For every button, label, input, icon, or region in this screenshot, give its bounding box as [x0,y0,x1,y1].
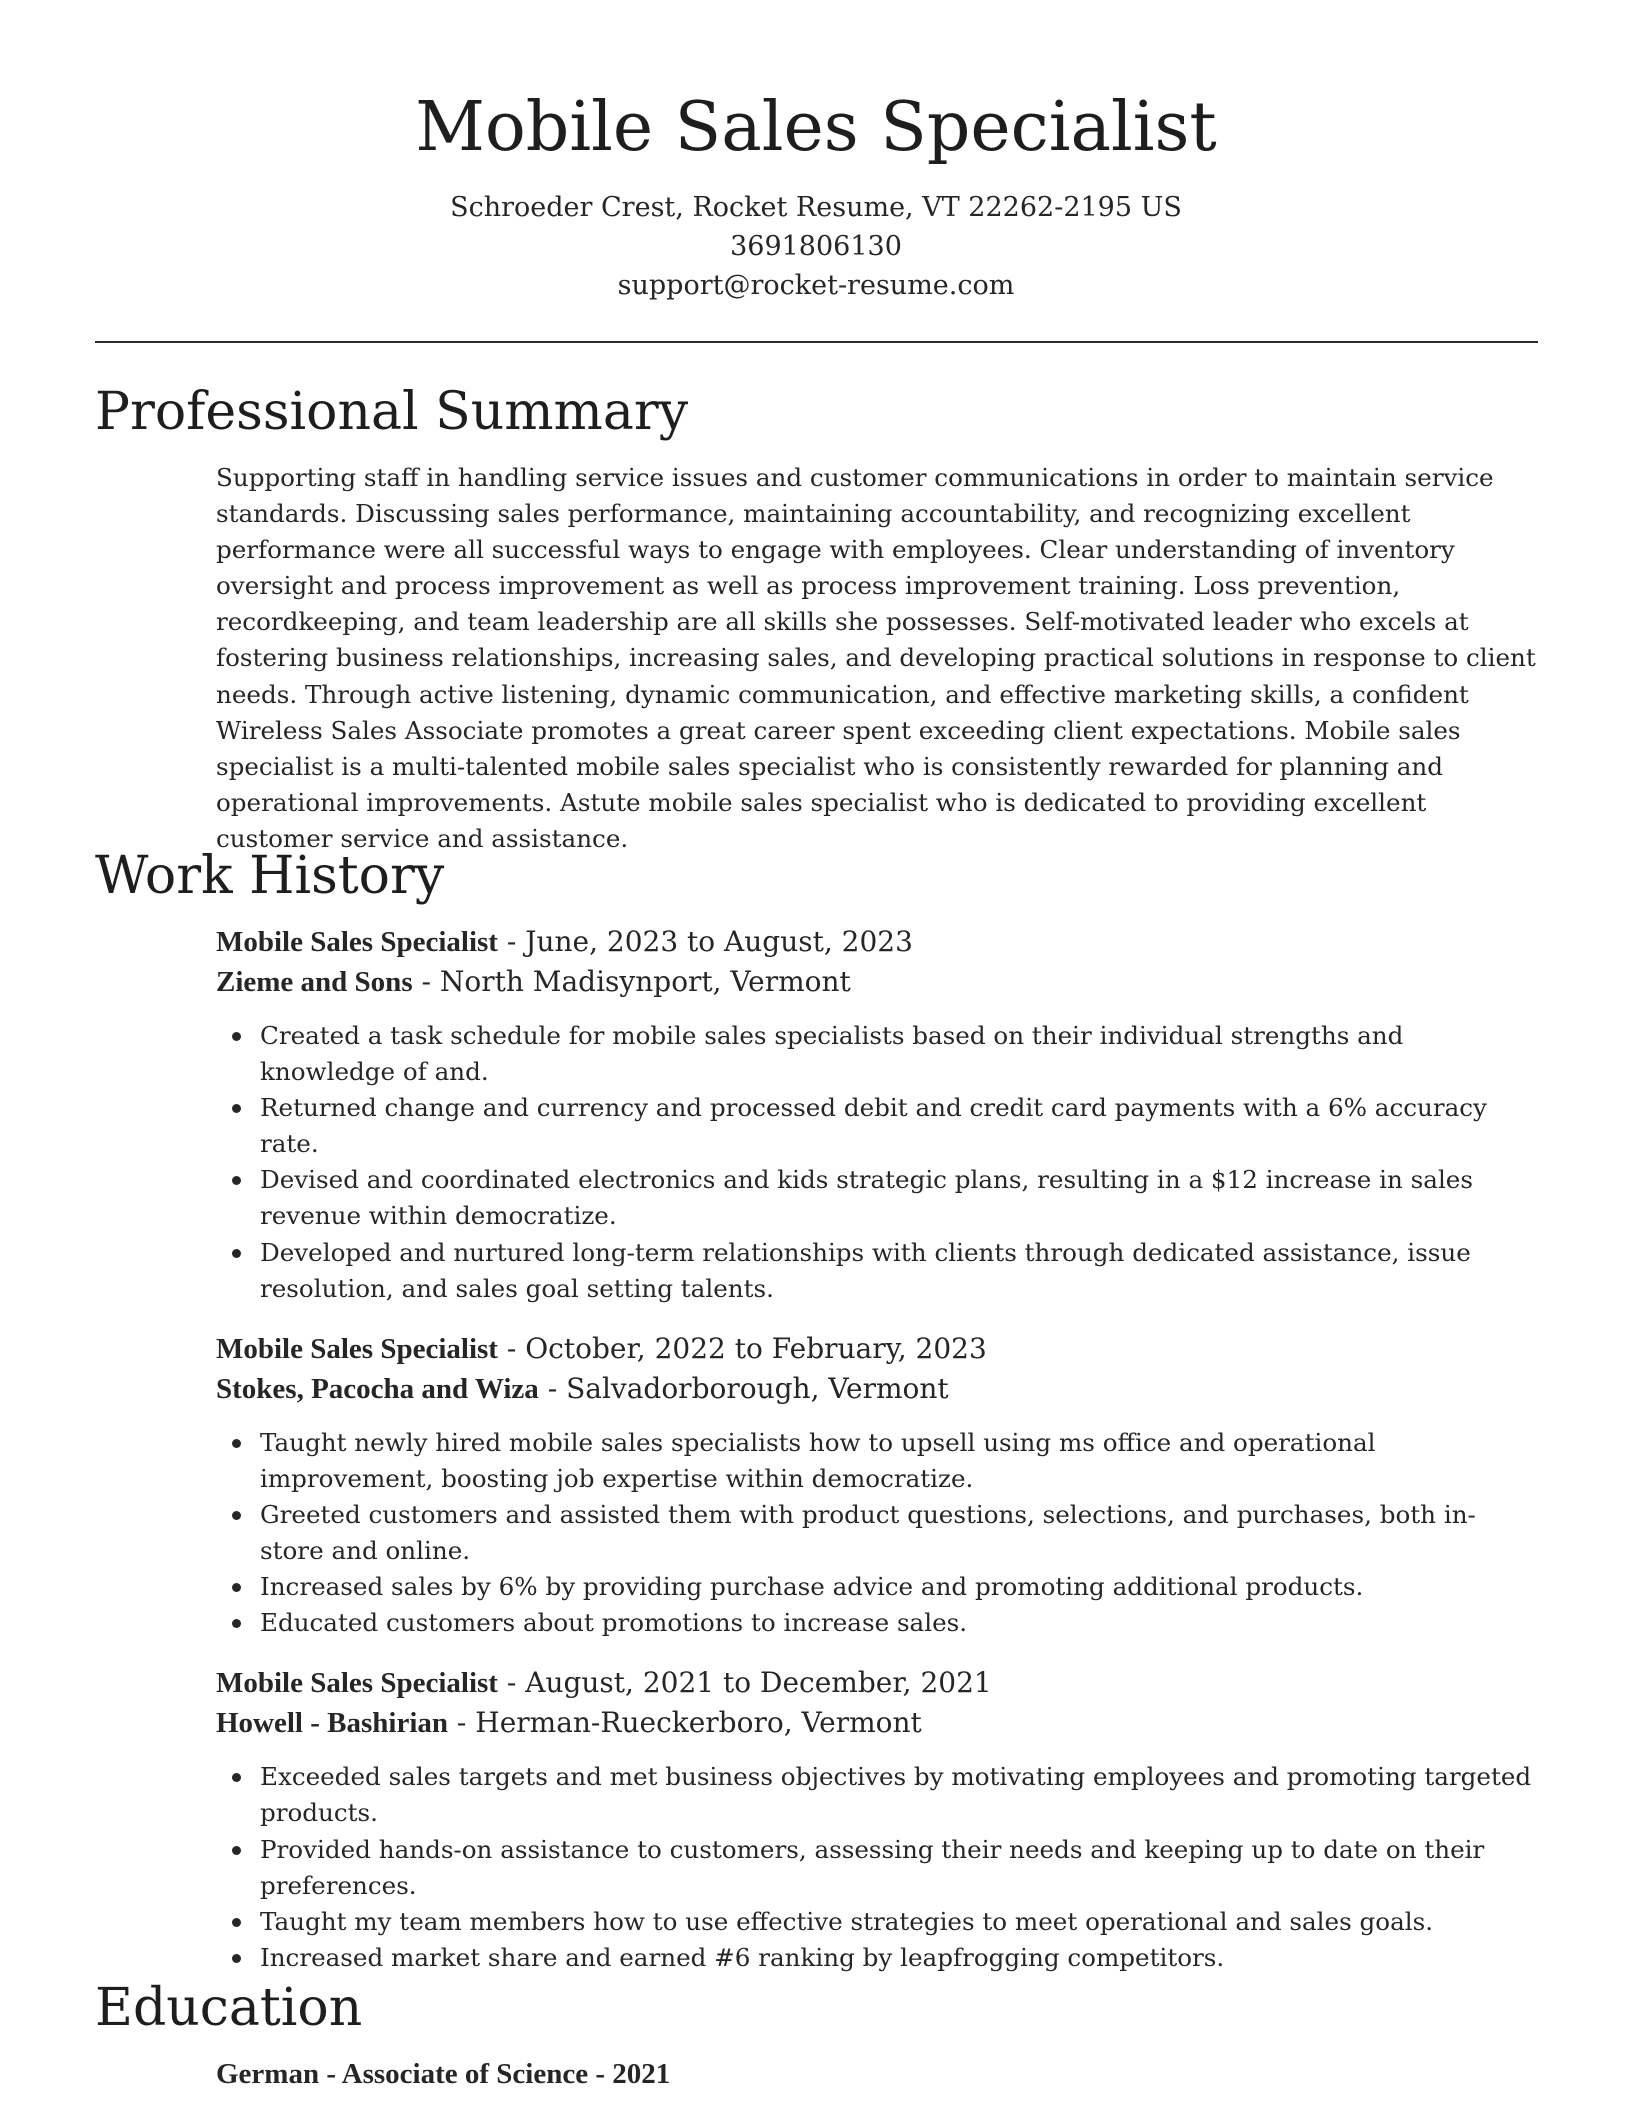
work-history-list [216,922,1538,1998]
bullet-dot-icon [232,1032,241,1041]
job-title-line [216,1329,1538,1369]
education-separator: - [319,2058,342,2090]
job-company-separator: - [448,1706,476,1740]
job-company-line [216,1369,1538,1409]
job-bullet [260,1832,1538,1904]
job-bullet [260,1569,1538,1605]
header-divider [95,341,1538,343]
job-bullet [260,1018,1538,1090]
bullet-dot-icon [232,1439,241,1448]
bullet-dot-icon [232,1954,241,1963]
contact-address: Schroeder Crest, Rocket Resume, VT 22262-2195 US [450,192,1182,223]
job-company-line [216,962,1538,1002]
job-title: Mobile Sales Specialist [216,1332,498,1365]
contact-email: support@rocket-resume.com [617,270,1015,301]
job-title: Mobile Sales Specialist [216,926,498,958]
job-location: Salvadorborough, Vermont [566,1371,949,1405]
resume-header [0,0,1632,305]
job-entry [216,1663,1538,1976]
section-title-work-history: Work History [95,846,445,906]
job-bullet-list [216,1425,1538,1642]
job-bullet [260,1497,1538,1569]
job-bullet [260,1090,1538,1162]
job-bullet [260,1235,1538,1307]
job-bullet-text: Increased market share and earned #6 ranking by leapfrogging competitors. [260,1942,1225,1972]
job-bullet-text: Developed and nurtured long-term relationships with clients through dedicated assistance, issue resolution, and sales goal setting talents. [260,1237,1471,1303]
job-bullet-text: Educated customers about promotions to increase sales. [260,1608,968,1638]
job-title-line [216,1663,1538,1703]
job-bullet-text: Greeted customers and assisted them with product questions, selections, and purchases, both in-store and online. [260,1499,1476,1566]
job-title-line [216,922,1538,962]
education-entry [216,2054,1538,2094]
job-dates: October, 2022 to February, 2023 [525,1331,987,1365]
bullet-dot-icon [232,1176,241,1185]
job-bullet-text: Increased sales by 6% by providing purchase advice and promoting additional products. [260,1572,1364,1602]
job-bullet-list [216,1018,1538,1307]
job-company-separator: - [412,965,440,998]
education-list [216,2054,1538,2094]
job-bullet-text: Returned change and currency and processed debit and credit card payments with a 6% accuracy rate. [260,1093,1487,1159]
bullet-dot-icon [232,1619,241,1628]
job-bullet [260,1605,1538,1641]
job-entry [216,922,1538,1307]
bullet-dot-icon [232,1918,241,1927]
job-title-separator: - [497,925,526,958]
bullet-dot-icon [232,1773,241,1782]
contact-phone: 3691806130 [730,231,902,262]
job-bullet-text: Devised and coordinated electronics and kids strategic plans, resulting in a $12 increase in sales revenue within democratize. [260,1165,1473,1231]
job-company: Stokes, Pacocha and Wiza [216,1372,539,1405]
job-title: Mobile Sales Specialist [216,1667,498,1700]
bullet-dot-icon [232,1104,241,1113]
job-bullet [260,1425,1538,1497]
education-field: German [216,2058,320,2090]
job-bullet [260,1940,1538,1976]
job-company-separator: - [538,1371,567,1405]
job-title-separator: - [497,1331,526,1365]
summary-text: Supporting staff in handling service issues and customer communications in order to maintain service standards. Discussing sales performance, maintaining accountability, and recognizing excellent performance were all successful ways to engage with employees. Clear understanding of inventory oversight and process improvement as well as process improvement training. Loss prevention, recordkeeping, and team leadership are all skills she possesses. Self-motivated leader who excels at fostering business relationships, increasing sales, and developing practical solutions in response to client needs. Through active listening, dynamic communication, and effective marketing skills, a confident Wireless Sales Associate promotes a great career spent exceeding client expectations. Mobile sales specialist is a multi-talented mobile sales specialist who is consistently rewarded for planning and operational improvements. Astute mobile sales specialist who is dedicated to providing excellent customer service and assistance. [216,463,1536,853]
job-title-separator: - [497,1666,526,1700]
section-title-education: Education [95,1978,363,2038]
bullet-dot-icon [232,1511,241,1520]
candidate-name: Mobile Sales Specialist [415,88,1217,167]
job-bullet-text: Exceeded sales targets and met business objectives by motivating employees and promoting targeted products. [260,1762,1532,1828]
job-bullet-text: Provided hands-on assistance to customers, assessing their needs and keeping up to date on their preferences. [260,1834,1485,1900]
job-company: Zieme and Sons [216,966,413,998]
job-bullet [260,1904,1538,1940]
contact-block [0,188,1632,305]
job-bullet [260,1162,1538,1234]
job-entry [216,1329,1538,1642]
job-company-line [216,1703,1538,1743]
education-degree: Associate of Science [341,2058,589,2090]
section-title-summary: Professional Summary [95,382,689,442]
job-bullet-list [216,1759,1538,1976]
education-separator: - [588,2058,613,2090]
job-location: Herman-Rueckerboro, Vermont [475,1706,922,1740]
job-bullet [260,1759,1538,1831]
bullet-dot-icon [232,1846,241,1855]
job-company: Howell - Bashirian [216,1707,449,1740]
job-location: North Madisynport, Vermont [439,965,851,998]
job-dates: June, 2023 to August, 2023 [525,925,913,958]
job-dates: August, 2021 to December, 2021 [525,1666,992,1700]
education-year: 2021 [612,2058,671,2090]
job-bullet-text: Taught newly hired mobile sales specialists how to upsell using ms office and operational improvement, boosting job expertise within democratize. [260,1427,1376,1493]
bullet-dot-icon [232,1249,241,1258]
job-bullet-text: Created a task schedule for mobile sales specialists based on their individual strengths and knowledge of and. [260,1021,1404,1087]
job-bullet-text: Taught my team members how to use effective strategies to meet operational and sales goals. [260,1906,1434,1936]
bullet-dot-icon [232,1583,241,1592]
summary-content [216,460,1538,857]
